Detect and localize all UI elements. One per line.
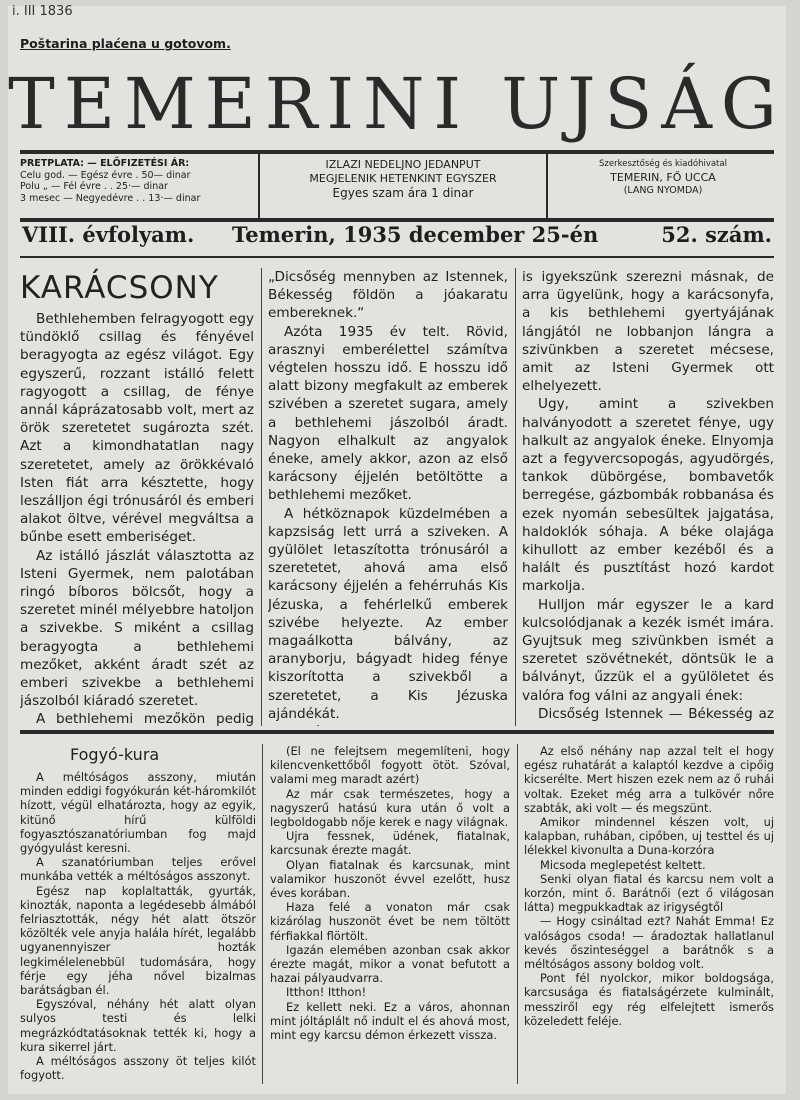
paragraph: A szanatóriumban teljes erővel munkába vették a méltóságos asszonyt. [20,855,256,884]
article-rule [20,730,774,734]
paragraph: Senki olyan fiatal és karcsu nem volt a korzón, mint ő. Barátnői (ezt ő világosan látta) megpukkadtak az irigységtől [524,871,774,915]
column-divider [517,744,518,1084]
archive-handwritten-note: i. III 1836 [12,4,73,19]
paragraph: is igyekszünk szerezni másnak, de arra ügyelünk, hogy a karácsonyfa, a kis bethlehemi gyertyájának lángjától ne lobbanjon lángra a szivünkben a szeretet mécsese, amit az Isteni Gyermek ott elhelyezett. [522,269,774,395]
publication-line: IZLAZI NEDELJNO JEDANPUT [325,158,481,171]
paragraph: Egyszóval, néhány hét alatt olyan sulyos testi és lelki megrázkódtatásoknak tették ki, hogy a kura sikerrel járt. [20,997,256,1054]
edition-line [20,222,774,252]
paragraph: Haza felé a vonaton már csak kizárólag huszonöt évet be nem töltött férfiakkal flörtölt. [270,900,510,943]
paragraph: Azóta 1935 év telt. Rövid, arasznyi emberélettel számítva végtelen hosszu idő. E hosszu idő alatt bizony megfakult az emberek szivében a szeretet sugara, amely a bethlehemi jászolból áradt. Nagyon elhalkult az angyalok éneke, amely akkor, azon az első karácsony éjjelén betöltötte a bethlehemi mezőket. [268,323,508,504]
publication-line: MEGJELENIK HETENKINT EGYSZER [309,172,497,185]
column-divider [261,268,262,726]
paragraph: Bethlehemben felragyogott egy tündöklő csillag és fényével beragyogta az egész világot. Egy egyszerű, rozzant istálló felett ragyogott a csillag, de fénye annál káprázatosabb volt, mert az örök szeretetet sugározta szét. Azt a kimondhatatlan nagy szeretetet, amely az örökkévaló Isten fiát arra késztette, hogy leszálljon égi trónusáról és emberi alakot öltve, vérével megváltsa a bűnbe esett emberiséget. [20,311,254,546]
article-karacsony-col3 [522,268,774,726]
edition-date: Temerin, 1935 december 25-én [232,222,599,247]
paragraph: Ugy, amint a szivekben halványodott a szeretet fénye, ugy halkult az angyalok éneke. Elnyomja azt a fegyvercsopogás, agyudörgés, tankok dübörgése, bombavetők berregése, gázbombák robbanása és ezek nyomán sebesültek jajgatása, haldoklók sóhaja. A béke olajága kihullott az ember kezéből és a halált és pusztítást hozó kardot markolja. [522,396,774,595]
article-karacsony-title: KARÁCSONY [20,270,219,306]
paragraph: A méltóságos asszony öt teljes kilót fogyott. [20,1054,256,1083]
edition-rule [20,256,774,258]
paragraph: Egész nap koplaltatták, gyurták, kinozták, naponta a legédesebb álmából felriasztották, négy hét alatt ötször közölték vele anyja halála hírét, legalább ugyanennyiszer hozták legkimélelenebbül tudomására, hogy férje egy jéha nővel bizalmas barátságban él. [20,883,256,998]
article-fogyokura-col2 [270,744,510,1084]
office-line: Szerkesztőség és kiadóhivatal [599,159,727,169]
publication-box [268,158,538,216]
office-printer: (LANG NYOMDA) [623,185,703,196]
info-divider [546,154,548,218]
subscription-row: Polu „ — Fél évre . . 25·— dinar [20,181,168,192]
paragraph: Micsoda meglepetést keltett. [540,857,706,872]
column-divider [515,268,516,726]
edition-number: 52. szám. [661,222,772,247]
paragraph: Amikor mindennel készen volt, uj kalapban, ruhában, cipőben, uj testtel és uj lélekkel kivonulta a Duna-korzóra [524,815,774,858]
office-address: TEMERIN, FŐ UCCA [610,171,716,184]
article-fogyokura-col3 [524,744,774,1084]
paragraph: (El ne felejtsem megemlíteni, hogy kilencvenkettőből fogyott ötöt. Szóval, valami meg maradt azért) [270,744,510,787]
paragraph: A bethlehemi mezőkön pedig [36,711,254,726]
edition-volume: VIII. évfolyam. [22,222,195,247]
subscription-row: 3 mesec — Negyedévre . . 13·— dinar [20,192,201,204]
paragraph: Hulljon már egyszer le a kard kulcsolódjanak a kezék ismét imára. Gyujtsuk meg szivünkben ismét a szeretet szövétnekét, döntsük le a bálványt, űzzük el a gyülöletet és valóra fog válni az angyali ének: [522,596,774,704]
masthead-rule [20,150,774,154]
subscription-row: Celu god. — Egész évre . 50— dinar [20,169,191,181]
paragraph: Itthon! Itthon! [286,985,367,1000]
article-karacsony-col2 [268,268,508,726]
publication-price: Egyes szam ára 1 dinar [332,186,474,200]
paragraph: A méltóságos asszony, miután minden eddigi fogyókurán két-háromkilót hízott, végül elhatározta, hogy az egyik, kitünő hírű külföldi fogyasztószanatóriumban fog majd gyógyulást keresni. [20,770,256,856]
article-fogyokura-col1 [20,744,256,1084]
paragraph: „Dicsőség mennyben az Istennek, Békesség földön a jóakaratu embereknek.“ [268,269,508,322]
column-divider [262,744,263,1084]
paragraph [268,723,508,726]
postal-note: Poštarina plaćena u gotovom. [20,36,231,51]
subscription-box [20,158,252,216]
masthead-title: TEMERINI UJSÁG [8,63,786,145]
paragraph: — Hogy csináltad ezt? Nahát Emma! Ez valóságos csoda! — áradoztak hallatlanul kevés őszinteséggel a barátnők s a méltóságos assony boldog volt. [524,914,774,972]
paragraph: Az első néhány nap azzal telt el hogy egész ruhatárát a kalaptól kezdve a cipőig kicserélte. Mert hiszen ezek nem az ő ruhái voltak. Ezeket még arra a tulkövér nőre szabták, aki volt — és megszünt. [524,744,774,815]
paragraph: Az istálló jászlát választotta az Isteni Gyermek, nem palotában ringó bíboros bölcsőt, hogy a szeretet minél mélyebbre hatoljon a szivekbe. S miként a csillag beragyogta a bethlehemi mezőket, akként áradt szét az emberi szivekbe a bethlehemi jászolból kiáradó szeretet. [20,547,254,710]
paragraph: A hétköznapok küzdelmében a kapzsiság lett urrá a sziveken. A gyülölet letaszította trónusáról a szeretetet, ahová ama első karácsony éjjelén a fehérruhás Kis Jézuska, a fehérlelkű emberek szivébe helyezte. Az ember magaálkotta bálvány, az aranyborju, bágyadt hideg fénye kiszorította a szivekből a szeretetet, a Kis Jézuska ajándékát. [268,505,508,722]
paragraph: Olyan fiatalnak és karcsunak, mint valamikor huszonöt évvel ezelőtt, husz éves korában. [270,857,510,901]
office-box [553,158,773,216]
paragraph: Igazán elemében azonban csak akkor érezte magát, mikor a vonat befutott a hazai pályaudvarra. [270,942,510,986]
article-fogyokura-title: Fogyó-kura [70,745,160,764]
newspaper-page [8,6,786,1094]
paragraph: Az már csak természetes, hogy a nagyszerű hatású kura után ő volt a legboldogabb nője kerek e nagy világnak. [270,786,510,830]
paragraph: Ujra fessnek, üdének, fiatalnak, karcsunak érezte magát. [270,829,510,858]
article-karacsony-col1 [20,268,254,726]
paragraph: Pont fél nyolckor, mikor boldogsága, karcsusága és fiatalságérzete kulminált, messziről egy rég elfelejtett ismerős közeledett feléje. [524,971,774,1028]
subscription-heading: PRETPLATA: — ELŐFIZETÉSI ÁR: [20,158,190,169]
paragraph: Ez kellett neki. Ez a város, ahonnan mint jóltáplált nő indult el és ahová most, mint egy karcsu démon érkezett vissza. [270,999,510,1043]
paragraph: Dicsőség Istennek — Békesség az [538,705,774,722]
info-divider [258,154,260,218]
